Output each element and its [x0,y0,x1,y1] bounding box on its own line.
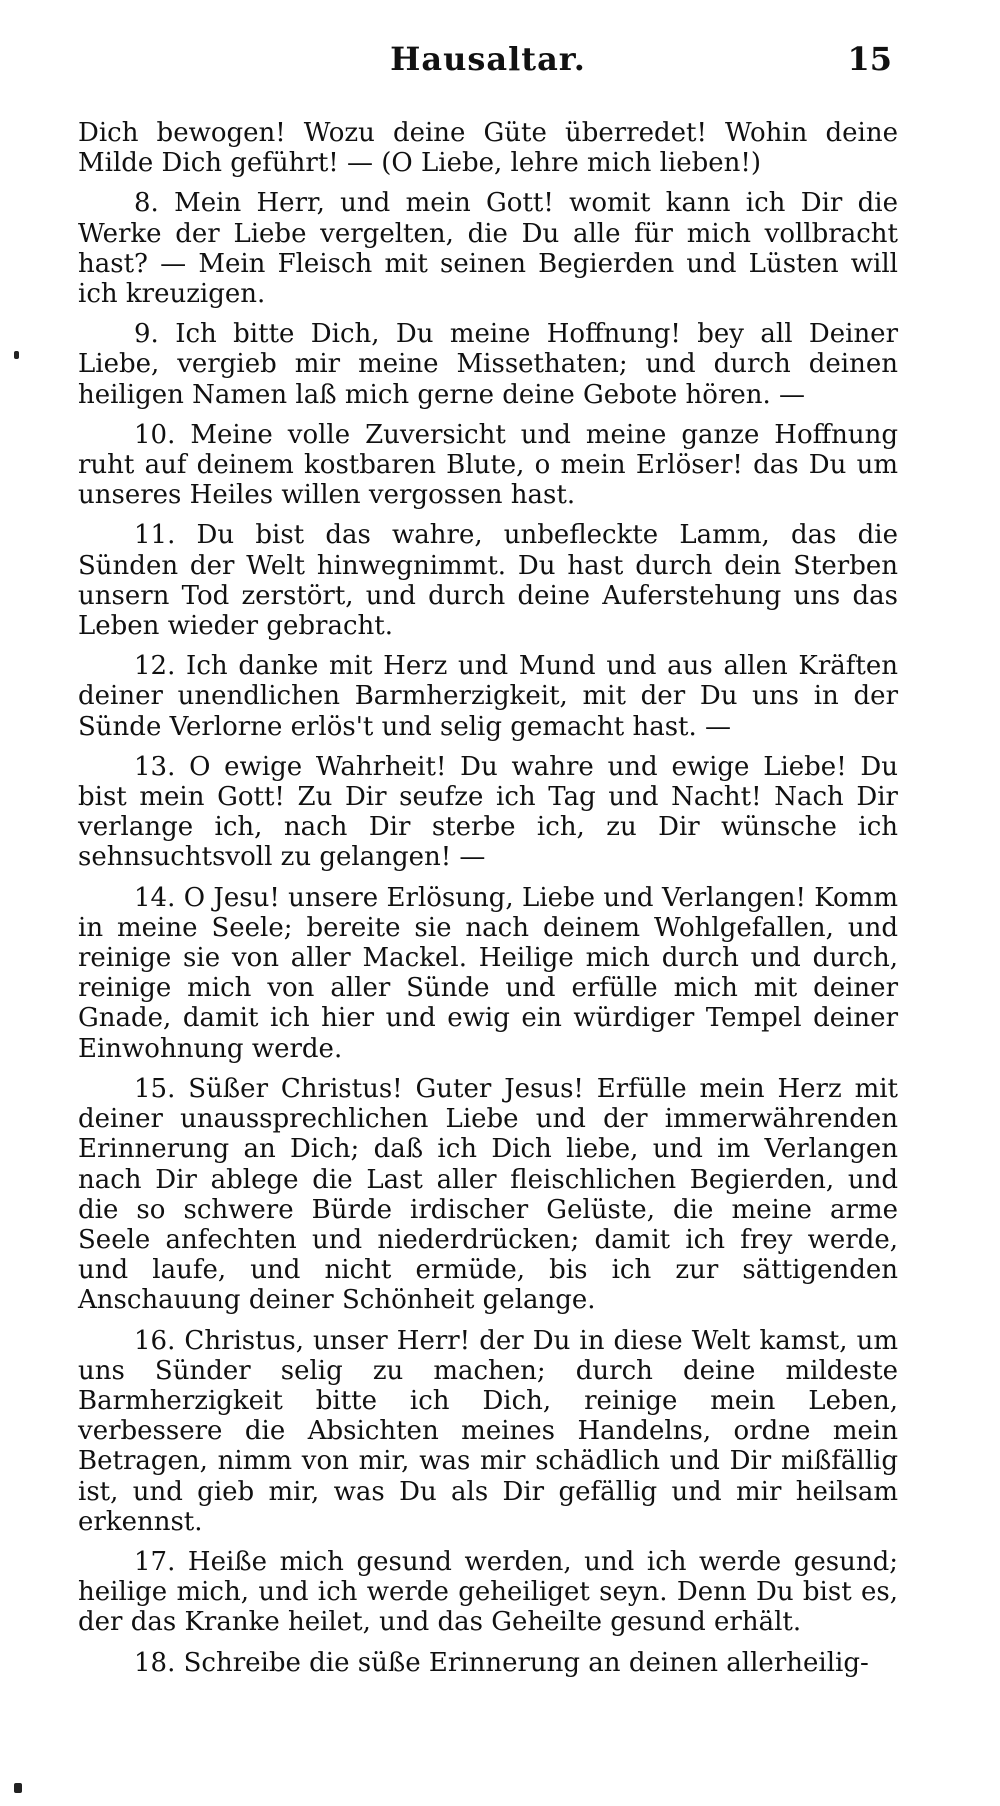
running-title: Hausaltar. [390,40,586,78]
book-page [78,40,898,1688]
paragraph-9: 9. Ich bitte Dich, Du meine Hoffnung! bey all Deiner Liebe, vergieb mir meine Missethaten; und durch deinen heiligen Namen laß mich gerne deine Gebote hören. — [78,319,898,410]
paragraph-12: 12. Ich danke mit Herz und Mund und aus allen Kräften deiner unendlichen Barmherzigkeit, mit der Du uns in der Sünde Verlorne erlös't und selig gemacht hast. — [78,651,898,742]
margin-speck [14,351,19,359]
body-text [78,118,898,1678]
paragraph-14: 14. O Jesu! unsere Erlösung, Liebe und Verlangen! Komm in meine Seele; bereite sie nach deinem Wohlgefallen, und reinige sie von aller Mackel. Heilige mich durch und durch, reinige mich von aller Sünde und erfülle mich mit deiner Gnade, damit ich hier und ewig ein würdiger Tempel deiner Einwohnung werde. [78,882,898,1064]
margin-speck-bottom [14,1783,22,1793]
paragraph-17: 17. Heiße mich gesund werden, und ich werde gesund; heilige mich, und ich werde geheiliget seyn. Denn Du bist es, der das Kranke heilet, und das Geheilte gesund erhält. [78,1546,898,1638]
paragraph-15: 15. Süßer Christus! Guter Jesus! Erfülle mein Herz mit deiner unaussprechlichen Liebe und der immerwährenden Erinnerung an Dich; daß ich Dich liebe, und im Verlangen nach Dir ablege die Last aller fleischlichen Begierden, und die so schwere Bürde irdischer Gelüste, die meine arme Seele anfechten und niederdrücken; damit ich frey werde, und laufe, und nicht ermüde, bis ich zur sättigenden Anschauung deiner Schönheit gelange. [78,1073,898,1316]
paragraph-8: 8. Mein Herr, und mein Gott! womit kann ich Dir die Werke der Liebe vergelten, die Du alle für mich vollbracht hast? — Mein Fleisch mit seinen Begierden und Lüsten will ich kreuzigen. [78,188,898,310]
paragraph-11: 11. Du bist das wahre, unbefleckte Lamm, das die Sünden der Welt hinwegnimmt. Du hast durch dein Sterben unsern Tod zerstört, und durch deine Auferstehung uns das Leben wieder gebracht. [78,520,898,642]
paragraph-16: 16. Christus, unser Herr! der Du in diese Welt kamst, um uns Sünder selig zu machen; durch deine mildeste Barmherzigkeit bitte ich Dich, reinige mein Leben, verbessere die Absichten meines Handelns, ordne mein Betragen, nimm von mir, was mir schädlich und Dir mißfällig ist, und gieb mir, was Du als Dir gefällig und mir heilsam erkennst. [78,1325,898,1537]
paragraph-10: 10. Meine volle Zuversicht und meine ganze Hoffnung ruht auf deinem kostbaren Blute, o mein Erlöser! das Du um unseres Heiles willen vergossen hast. [78,419,898,511]
paragraph-18: 18. Schreibe die süße Erinnerung an deinen allerheilig- [134,1647,869,1678]
paragraph-13: 13. O ewige Wahrheit! Du wahre und ewige Liebe! Du bist mein Gott! Zu Dir seufze ich Tag und Nacht! Nach Dir verlange ich, nach Dir sterbe ich, zu Dir wünsche ich sehnsuchtsvoll zu gelangen! — [78,751,898,873]
page-number: 15 [847,40,892,78]
paragraph-continuation: Dich bewogen! Wozu deine Güte überredet! Wohin deine Milde Dich geführt! — (O Liebe, lehre mich lieben!) [78,118,898,179]
running-head [78,40,898,80]
